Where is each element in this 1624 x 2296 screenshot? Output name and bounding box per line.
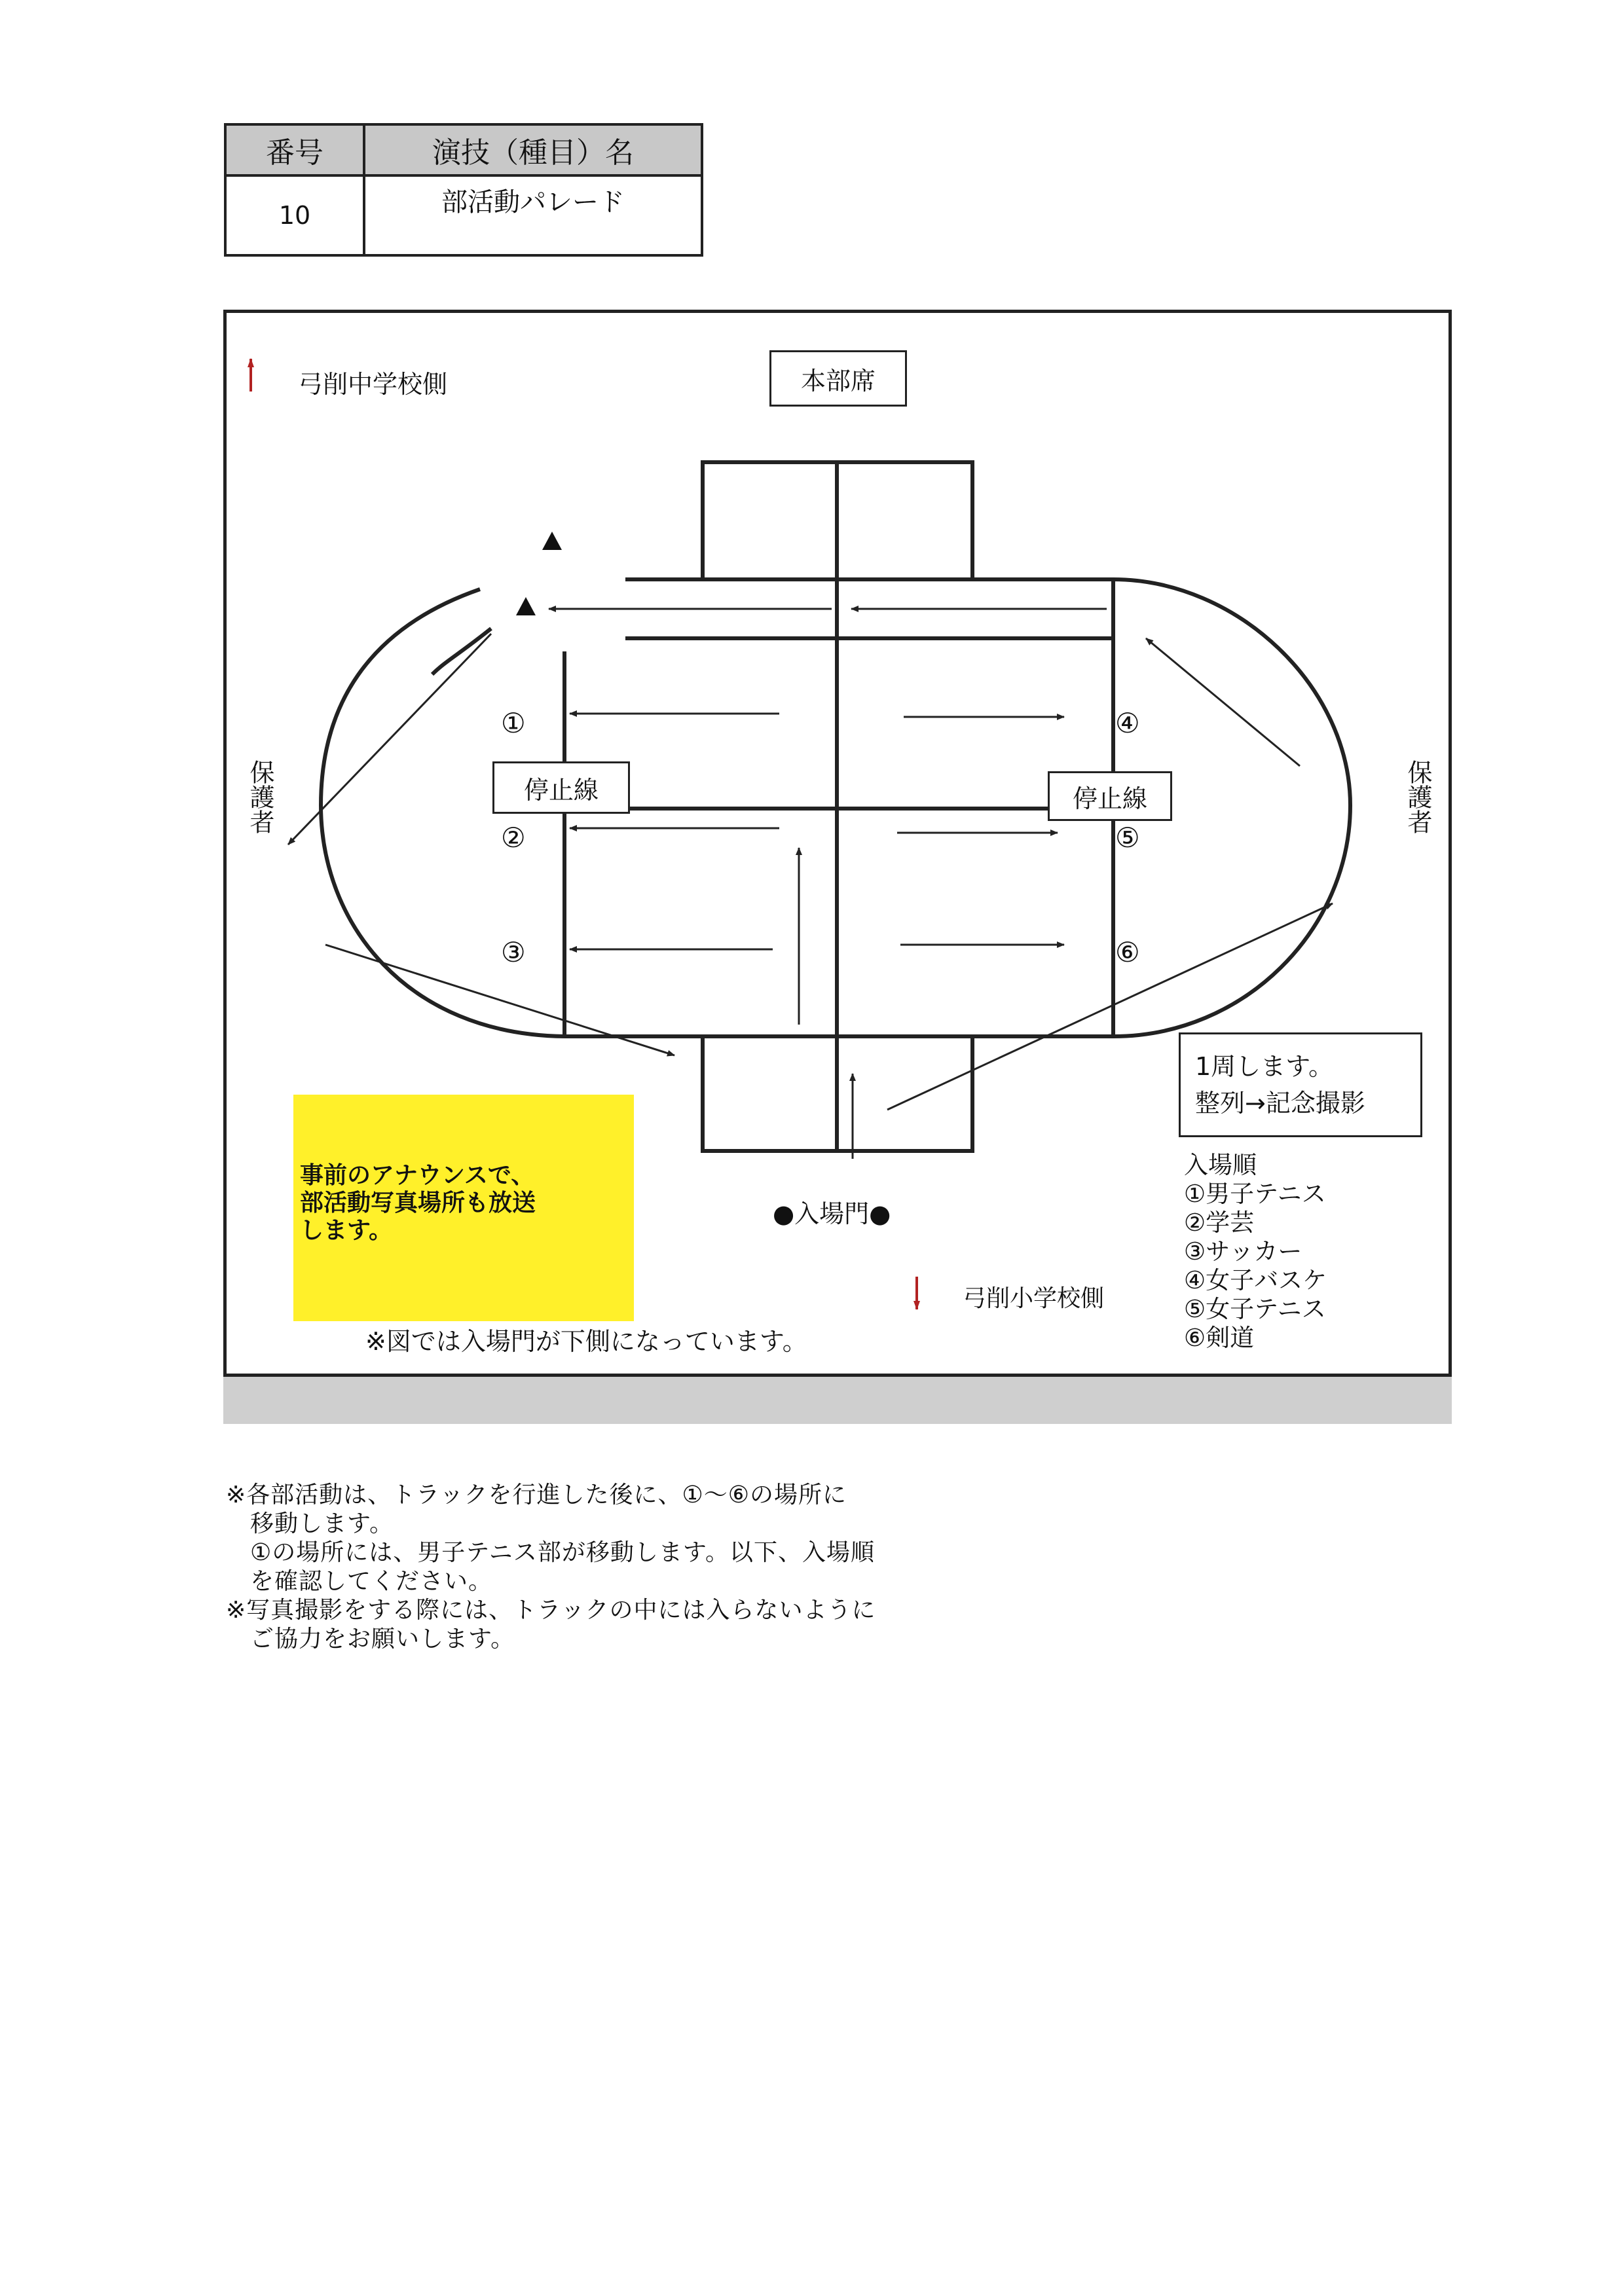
note-line: 移動します。 bbox=[226, 1510, 394, 1537]
lap-note-line1: 1周します。 bbox=[1195, 1052, 1334, 1081]
headquarters-box bbox=[769, 350, 907, 407]
note-line: を確認してください。 bbox=[226, 1568, 493, 1595]
stop-line-right-box bbox=[1048, 771, 1172, 821]
announcement-line1: 事前のアナウンスで、 bbox=[300, 1162, 535, 1189]
stop-line-left-box bbox=[492, 761, 630, 814]
track-left-inner-arc bbox=[432, 629, 491, 674]
note-line: ※写真撮影をする際には、トラックの中には入らないように bbox=[226, 1597, 876, 1624]
entry-order-item: ①男子テニス bbox=[1184, 1180, 1326, 1208]
triangle-marker-upper bbox=[542, 532, 562, 550]
marker-6: ⑥ bbox=[1115, 936, 1140, 968]
announcement-line3: します。 bbox=[300, 1217, 393, 1244]
arrow-bottom-left bbox=[325, 945, 674, 1055]
event-number: 10 bbox=[278, 201, 311, 230]
note-line: ご協力をお願いします。 bbox=[226, 1626, 515, 1652]
entry-order-item: ③サッカー bbox=[1184, 1237, 1302, 1266]
entry-order-item: ④女子バスケ bbox=[1184, 1266, 1327, 1294]
notes-block bbox=[226, 1481, 876, 1654]
entry-order-list bbox=[1184, 1151, 1327, 1353]
right-guardian-label: 保護者 bbox=[1403, 759, 1432, 834]
marker-2: ② bbox=[501, 822, 526, 854]
triangle-marker-lower bbox=[516, 597, 536, 615]
headquarters-label: 本部席 bbox=[800, 366, 876, 395]
north-label: 弓削中学校側 bbox=[298, 370, 448, 399]
announcement-line2: 部活動写真場所も放送 bbox=[300, 1190, 536, 1216]
event-name-header: 演技（種目）名 bbox=[432, 136, 634, 170]
marker-5: ⑤ bbox=[1115, 822, 1140, 854]
marker-1: ① bbox=[501, 707, 526, 739]
entry-order-title: 入場順 bbox=[1184, 1151, 1257, 1179]
event-name: 部活動パレード bbox=[441, 187, 625, 217]
entry-order-item: ⑤女子テニス bbox=[1184, 1295, 1326, 1323]
lap-note-line2: 整列→記念撮影 bbox=[1195, 1089, 1365, 1118]
left-guardian-label: 保護者 bbox=[246, 759, 274, 834]
orientation-note: ※図では入場門が下側になっています。 bbox=[365, 1327, 807, 1356]
marker-3: ③ bbox=[501, 936, 526, 968]
number-header: 番号 bbox=[266, 136, 323, 170]
lap-note-box bbox=[1179, 1032, 1422, 1137]
arrow-left-curve bbox=[288, 634, 491, 845]
note-line: ①の場所には、男子テニス部が移動します。以下、入場順 bbox=[226, 1539, 875, 1566]
arrow-right-curve bbox=[1146, 638, 1300, 766]
south-label: 弓削小学校側 bbox=[963, 1285, 1105, 1312]
marker-4: ④ bbox=[1115, 707, 1140, 739]
note-line: ※各部活動は、トラックを行進した後に、①～⑥の場所に bbox=[226, 1482, 847, 1508]
stop-line-right-label: 停止線 bbox=[1072, 784, 1147, 813]
entry-order-item: ⑥剣道 bbox=[1184, 1324, 1255, 1352]
entry-order-item: ②学芸 bbox=[1184, 1209, 1255, 1237]
announcement-text bbox=[300, 1162, 536, 1245]
entrance-label: ●入場門● bbox=[773, 1199, 891, 1228]
stop-line-left-label: 停止線 bbox=[523, 775, 599, 805]
